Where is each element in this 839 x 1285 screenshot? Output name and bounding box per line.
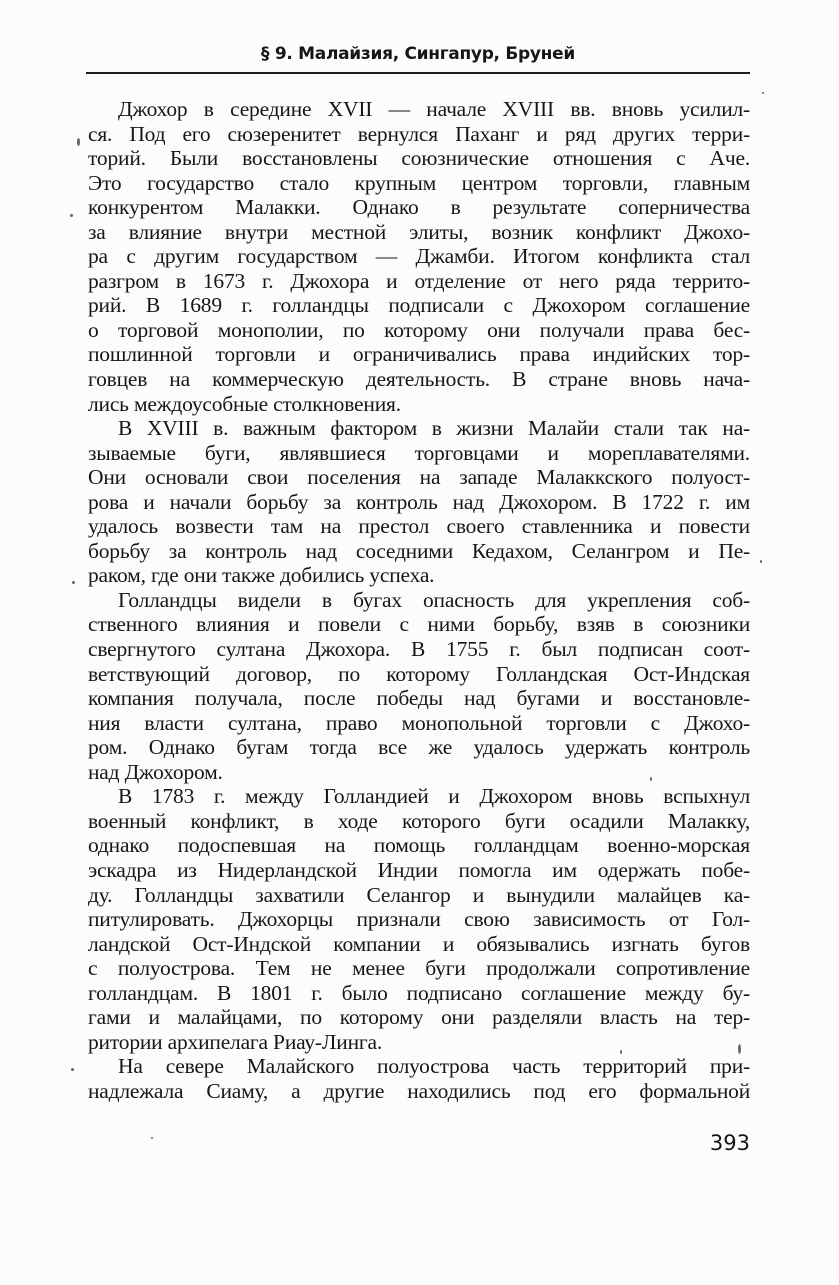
text-line: голландцам. В 1801 г. было подписано соглашение между бу-: [88, 980, 750, 1005]
scan-speck: [762, 92, 764, 94]
text-line: свергнутого султана Джохора. В 1755 г. был подписан соот-: [88, 637, 750, 662]
scan-speck: [72, 581, 75, 584]
text-line: ра с другим государством — Джамби. Итогом конфликта стал: [88, 244, 750, 269]
text-line: Джохор в середине XVII — начале XVIII вв. вновь усилил-: [118, 97, 750, 121]
page-number: 393: [709, 1131, 750, 1155]
text-line: говцев на коммерческую деятельность. В стране вновь нача-: [88, 367, 750, 392]
text-line: эскадра из Нидерландской Индии помогла им одержать побе-: [88, 857, 750, 882]
scan-speck: [760, 560, 762, 563]
text-line: На севере Малайского полуострова часть территорий при-: [118, 1054, 750, 1079]
text-line: над Джохором.: [88, 759, 223, 784]
text-line: ся. Под его сюзеренитет вернулся Паханг и ряд других терри-: [88, 121, 750, 146]
text-line: В XVIII в. важным фактором в жизни Малайи стали так на-: [118, 416, 750, 441]
text-line: рий. В 1689 г. голландцы подписали с Джохором соглашение: [88, 293, 750, 318]
text-line: ритории архипелага Риау-Линга.: [88, 1029, 383, 1054]
text-line: торий. Были восстановлены союзнические отношения с Аче.: [88, 146, 750, 171]
text-line: рова и начали борьбу за контроль над Джохором. В 1722 г. им: [88, 489, 750, 514]
scan-speck: [620, 1050, 622, 1054]
text-line: удалось возвести там на престол своего ставленника и повести: [88, 514, 750, 539]
text-line: Это государство стало крупным центром торговли, главным: [88, 170, 750, 195]
text-line: конкурентом Малакки. Однако в результате соперничества: [88, 195, 750, 220]
text-line: военный конфликт, в ходе которого буги осадили Малакку,: [88, 808, 750, 833]
text-line: разгром в 1673 г. Джохора и отделение от него ряда террито-: [88, 268, 750, 293]
text-line: В 1783 г. между Голландией и Джохором вновь вспыхнул: [118, 784, 750, 809]
text-line: надлежала Сиаму, а другие находились под его формальной: [88, 1078, 750, 1103]
scan-speck: [738, 1044, 741, 1054]
text-line: ния власти султана, право монопольной торговли с Джохо-: [88, 710, 750, 735]
text-line: борьбу за контроль над соседними Кедахом, Селангром и Пе-: [88, 538, 750, 563]
scan-speck: [151, 1137, 153, 1139]
scan-speck: [70, 214, 73, 217]
text-line: Они основали свои поселения на западе Малаккского полуост-: [88, 465, 750, 490]
text-line: гами и малайцами, по которому они разделяли власть на тер-: [88, 1005, 750, 1030]
scan-speck: [77, 138, 80, 146]
scan-speck: [650, 777, 652, 781]
text-line: ственного влияния и повели с ними борьбу, взяв в союзники: [88, 612, 750, 637]
body-text: [88, 97, 750, 1103]
text-line: ром. Однако бугам тогда все же удалось удержать контроль: [88, 735, 750, 760]
text-line: зываемые буги, являвшиеся торговцами и мореплавателями.: [88, 440, 750, 465]
text-line: Голландцы видели в бугах опасность для укрепления соб-: [118, 587, 750, 612]
header-rule: [86, 72, 750, 74]
text-line: пошлинной торговли и ограничивались права индийских тор-: [88, 342, 750, 367]
text-line: однако подоспевшая на помощь голландцам военно-морская: [88, 833, 750, 858]
text-line: с полуострова. Тем не менее буги продолжали сопротивление: [88, 956, 750, 981]
text-line: ду. Голландцы захватили Селангор и вынудили малайцев ка-: [88, 882, 750, 907]
text-line: раком, где они также добились успеха.: [88, 563, 435, 588]
running-head: § 9. Малайзия, Сингапур, Бруней: [261, 44, 575, 64]
text-line: ветствующий договор, по которому Голландская Ост-Индская: [88, 661, 750, 686]
text-line: ландской Ост-Индской компании и обязывались изгнать бугов: [88, 931, 750, 956]
text-line: лись междоусобные столкновения.: [88, 391, 401, 416]
scan-speck: [71, 1068, 74, 1071]
text-line: за влияние внутри местной элиты, возник конфликт Джохо-: [88, 219, 750, 244]
text-line: питулировать. Джохорцы признали свою зависимость от Гол-: [88, 907, 750, 932]
text-line: о торговой монополии, по которому они получали права бес-: [88, 317, 750, 342]
text-line: компания получала, после победы над бугами и восстановле-: [88, 686, 750, 711]
